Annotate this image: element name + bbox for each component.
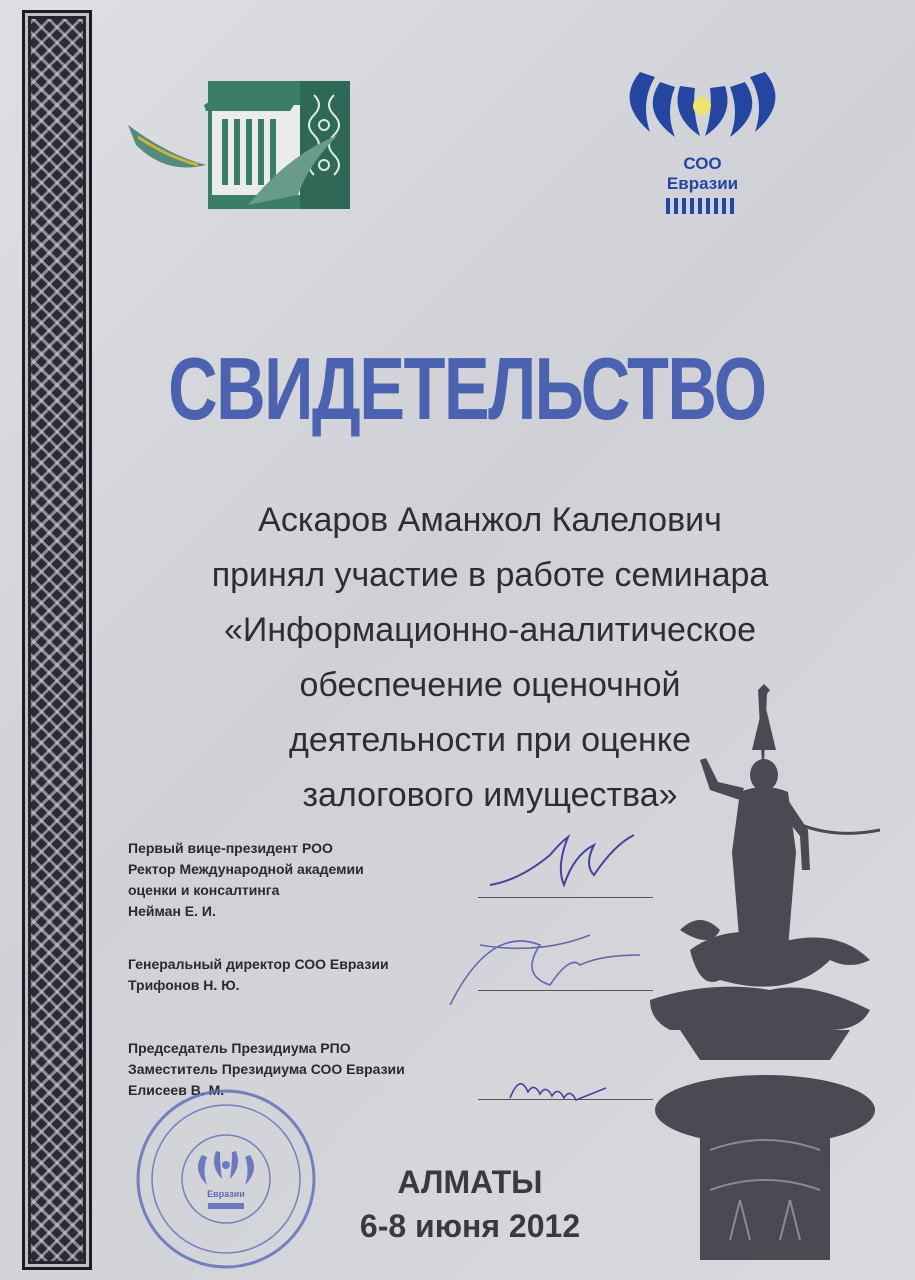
- signer-title: Первый вице-президент РОО: [128, 840, 333, 856]
- recipient-name: Аскаров Аманжол Калелович: [258, 501, 722, 539]
- official-stamp: [132, 1085, 320, 1273]
- eurasia-label: Евразии: [666, 174, 739, 193]
- signer-name: Нейман Е. И.: [128, 903, 216, 919]
- academy-logo: [128, 75, 352, 211]
- body-line: принял участие в работе семинара: [211, 556, 769, 594]
- golden-man-monument-illustration: [640, 680, 890, 1270]
- seminar-title-line: залогового имущества»: [302, 776, 678, 814]
- seminar-title-line: обеспечение оценочной: [299, 666, 681, 704]
- seminar-title-line: «Информационно-аналитическое: [223, 611, 757, 649]
- signer-title: Председатель Президиума РПО: [128, 1040, 351, 1056]
- stamp-label: Евразии: [207, 1189, 245, 1199]
- signer-neiman: [128, 838, 488, 922]
- soo-label: СОО: [683, 154, 722, 173]
- ornamental-border: [22, 10, 92, 1270]
- city-name: АЛМАТЫ: [397, 1164, 543, 1200]
- soo-eurasia-logo: [620, 62, 785, 217]
- signature-neiman: [470, 825, 670, 905]
- certificate-title: СВИДЕТЕЛЬСТВО: [168, 339, 766, 438]
- signer-title: оценки и консалтинга: [128, 882, 280, 898]
- signer-trifonov: [128, 954, 488, 996]
- signer-title: Заместитель Президиума СОО Евразии: [128, 1061, 405, 1077]
- signature-trifonov: [440, 915, 660, 1025]
- signer-name: Трифонов Н. Ю.: [128, 977, 240, 993]
- seminar-title-line: деятельности при оценке: [289, 721, 691, 759]
- signer-name: Елисеев В. М.: [128, 1082, 225, 1098]
- event-date: 6-8 июня 2012: [359, 1208, 581, 1244]
- signer-title: Ректор Международной академии: [128, 861, 364, 877]
- location-date: [300, 1160, 640, 1248]
- signer-title: Генеральный директор СОО Евразии: [128, 956, 389, 972]
- signature-eliseev: [500, 1070, 620, 1110]
